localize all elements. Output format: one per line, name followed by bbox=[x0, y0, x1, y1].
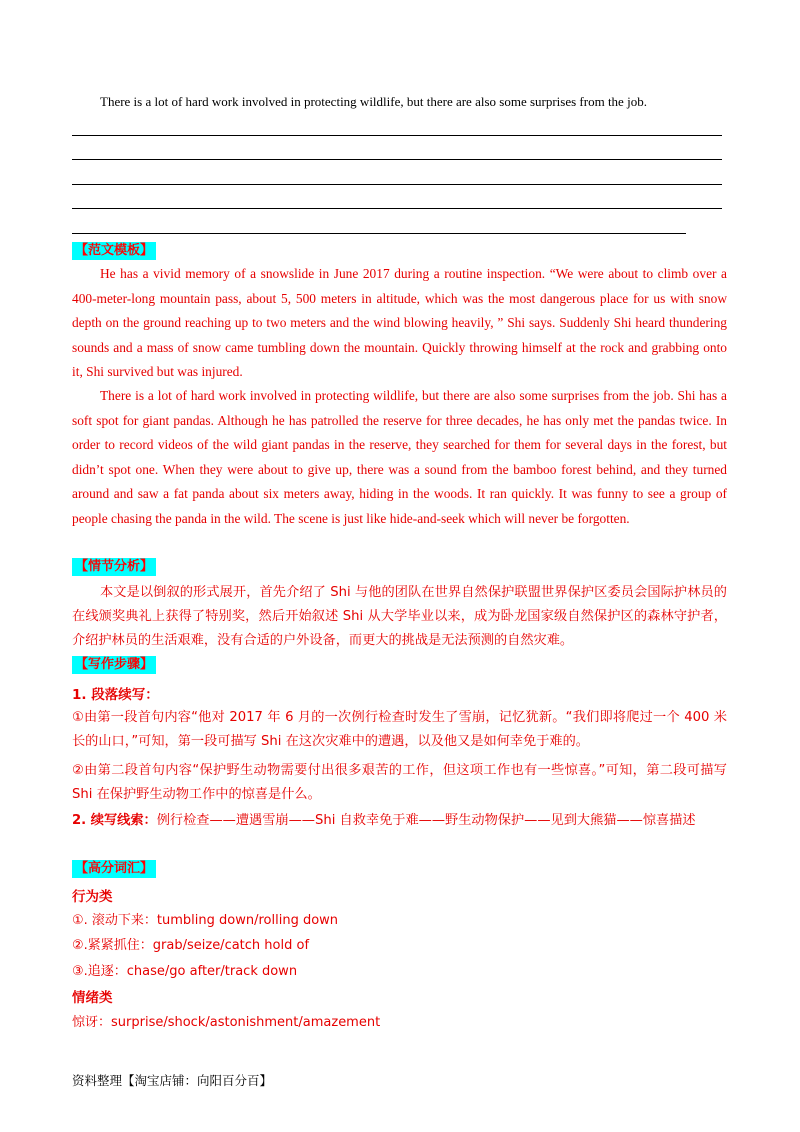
answer-line[interactable] bbox=[72, 159, 722, 160]
prompt-sentence: There is a lot of hard work involved in protecting wildlife, but there are also some surprises from the job. bbox=[100, 94, 647, 109]
vocab-item: ③.追逐：chase/go after/track down bbox=[72, 964, 298, 979]
step-1-detail: ①由第一段首句内容“他对 2017 年 6 月的一次例行检查时发生了雪崩，记忆犹新。“我们即将爬过一个 400 米长的山口，”可知，第一段可描写 Shi 在这次灾难中的遭遇，以及他又是如何幸免于难的。 bbox=[72, 710, 727, 749]
answer-line[interactable] bbox=[72, 184, 722, 185]
tag-vocabulary: 【高分词汇】 bbox=[72, 860, 156, 878]
step-2-detail: ②由第二段首句内容“保护野生动物需要付出很多艰苦的工作，但这项工作也有一些惊喜。”可知，第二段可描写 Shi 在保护野生动物工作中的惊喜是什么。 bbox=[72, 763, 727, 802]
footer-source: 资料整理【淘宝店铺：向阳百分百】 bbox=[72, 1073, 273, 1088]
vocab-item: ①. 滚动下来：tumbling down/rolling down bbox=[72, 913, 339, 928]
step-heading-2 bbox=[72, 809, 727, 833]
vocab-item: ②.紧紧抓住：grab/seize/catch hold of bbox=[72, 938, 310, 953]
tag-writing-steps: 【写作步骤】 bbox=[72, 656, 156, 674]
essay-paragraph-1: He has a vivid memory of a snowslide in June 2017 during a routine inspection. “We were about to climb over a 400-meter-long mountain pass, about 5, 500 meters in altitude, which was the most dangerous place for us with snow depth on the ground reaching up to two meters and the wind blowing heavily, ” Shi says. Suddenly Shi heard thundering sounds and a mass of snow came tumbling down the mountain. Quickly throwing himself at the rock and grabbing onto it, Shi survived but was injured. bbox=[72, 266, 727, 379]
vocab-item: 惊讶：surprise/shock/astonishment/amazement bbox=[72, 1015, 381, 1030]
plot-analysis-text: 本文是以倒叙的形式展开，首先介绍了 Shi 与他的团队在世界自然保护联盟世界保护区委员会国际护林员的在线颁奖典礼上获得了特别奖，然后开始叙述 Shi 从大学毕业以来，成为卧龙国家级自然保护区的森林守护者，介绍护林员的生活艰难，没有合适的户外设备，而更大的挑战是无法预测的自然灾难。 bbox=[72, 585, 727, 648]
vocab-category-actions: 行为类 bbox=[72, 889, 113, 905]
answer-line[interactable] bbox=[72, 208, 722, 209]
clue-text: 例行检查——遭遇雪崩——Shi 自救幸免于难——野生动物保护——见到大熊猫——惊喜描述 bbox=[156, 813, 696, 828]
essay-paragraph-2: There is a lot of hard work involved in protecting wildlife, but there are also some surprises from the job. Shi has a soft spot for giant pandas. Although he has patrolled the reserve for three decades, he has only met the pandas twice. In order to record videos of the wild giant pandas in the reserve, they searched for them for several days in the forest, but didn’t spot one. When they were about to give up, there was a sound from the bamboo forest behind, and they turned around and saw a fat panda about six meters away, hiding in the woods. It ran quickly. It was funny to see a group of people chasing the panda in the wild. The scene is just like hide-and-seek which will never be forgotten. bbox=[72, 388, 727, 526]
tag-plot-analysis: 【情节分析】 bbox=[72, 558, 156, 576]
clue-label: 2. 续写线索： bbox=[72, 813, 157, 828]
answer-line[interactable] bbox=[72, 135, 722, 136]
vocab-category-emotions: 情绪类 bbox=[72, 990, 113, 1006]
step-heading-1: 1. 段落续写： bbox=[72, 687, 159, 703]
tag-model-essay: 【范文模板】 bbox=[72, 242, 156, 260]
answer-line[interactable] bbox=[72, 233, 686, 234]
